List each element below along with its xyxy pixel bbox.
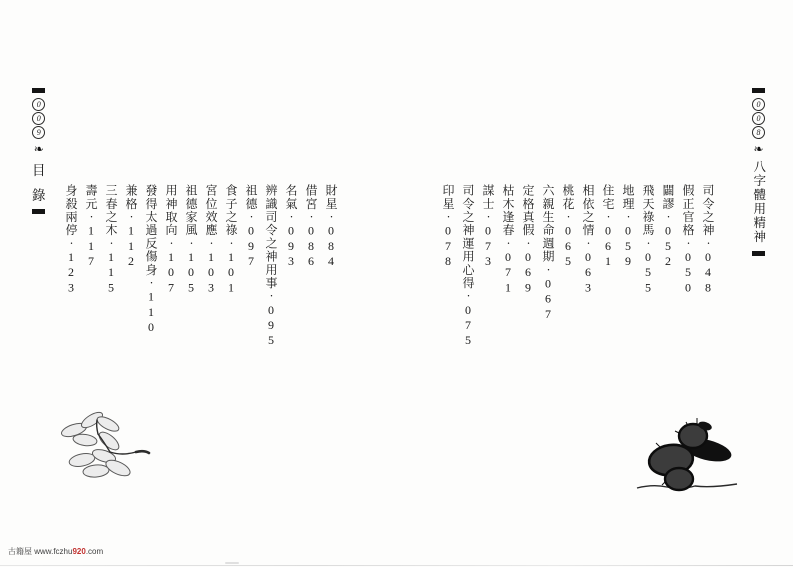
toc-entry bbox=[462, 184, 474, 348]
toc-entry bbox=[702, 184, 714, 296]
toc-entry-label: 祖德‧097 bbox=[244, 184, 258, 270]
toc-entry bbox=[442, 184, 454, 269]
toc-entry-label: 枯木逢春‧071 bbox=[501, 184, 515, 296]
toc-entry-label: 地理‧059 bbox=[621, 184, 635, 270]
scan-smudge bbox=[225, 562, 239, 564]
circled-digit: 0 bbox=[32, 98, 45, 111]
toc-entry-label: 定格真假‧069 bbox=[521, 184, 535, 296]
toc-entry bbox=[325, 184, 337, 269]
toc-entry bbox=[582, 184, 594, 296]
header-bar-icon bbox=[32, 88, 45, 93]
book-title: 八字體用精神 bbox=[751, 160, 766, 244]
toc-entry-label: 桃花‧065 bbox=[561, 184, 575, 270]
toc-entry-label: 壽元‧117 bbox=[84, 184, 98, 270]
toc-entry bbox=[85, 184, 97, 269]
toc-entry-label: 食子之祿‧101 bbox=[224, 184, 238, 296]
toc-entry-label: 兼格‧112 bbox=[124, 184, 138, 270]
cactus-illustration bbox=[633, 416, 741, 510]
toc-entry bbox=[165, 184, 177, 296]
toc-entry-label: 司令之神運用心得‧075 bbox=[461, 184, 475, 349]
watermark-url: www.fczhu bbox=[32, 547, 73, 556]
watermark-url-number: 920 bbox=[72, 547, 86, 556]
toc-entry-label: 發得太過反傷身‧110 bbox=[144, 184, 158, 336]
circled-digit: 0 bbox=[32, 112, 45, 125]
toc-entry bbox=[225, 184, 237, 296]
watermark-site: 古籍屋 bbox=[8, 547, 32, 556]
toc-entry-label: 身殺兩停‧123 bbox=[64, 184, 78, 296]
toc-entry bbox=[602, 184, 614, 269]
toc-entry bbox=[125, 184, 137, 269]
watermark-url-suffix: .com bbox=[85, 547, 104, 556]
contents-title-char: 目 bbox=[32, 163, 46, 178]
toc-entry bbox=[285, 184, 297, 269]
toc-entry bbox=[682, 184, 694, 296]
toc-entry bbox=[145, 184, 157, 335]
fleuron-icon: ❧ bbox=[753, 142, 764, 156]
toc-entry bbox=[662, 184, 674, 269]
toc-entry-label: 飛天祿馬‧055 bbox=[641, 184, 655, 296]
toc-entry-label: 相依之情‧063 bbox=[581, 184, 595, 296]
circled-digit: 9 bbox=[32, 126, 45, 139]
toc-entry bbox=[65, 184, 77, 296]
toc-entry-label: 祖德家風‧105 bbox=[184, 184, 198, 296]
toc-entry-label: 宮位效應‧103 bbox=[204, 184, 218, 296]
right-page-header bbox=[752, 88, 765, 256]
toc-entry-label: 假正官格‧050 bbox=[681, 184, 695, 296]
toc-entry-label: 用神取向‧107 bbox=[164, 184, 178, 296]
toc-entry bbox=[542, 184, 554, 322]
circled-digit: 0 bbox=[752, 98, 765, 111]
toc-right-group bbox=[442, 184, 714, 348]
toc-entry bbox=[185, 184, 197, 296]
toc-entry bbox=[522, 184, 534, 296]
toc-entry-label: 三春之木‧115 bbox=[104, 184, 118, 296]
circled-digit: 8 bbox=[752, 126, 765, 139]
header-bar-icon bbox=[32, 209, 45, 214]
toc-entry bbox=[502, 184, 514, 296]
toc-entry bbox=[482, 184, 494, 269]
header-bar-icon bbox=[752, 251, 765, 256]
toc-entry-label: 名氣‧093 bbox=[284, 184, 298, 270]
circled-digit: 0 bbox=[752, 112, 765, 125]
toc-entry bbox=[642, 184, 654, 296]
toc-entry bbox=[105, 184, 117, 296]
toc-entry-label: 財星‧084 bbox=[324, 184, 338, 270]
page-marker-008 bbox=[752, 97, 765, 139]
toc-entry-label: 司令之神‧048 bbox=[701, 184, 715, 296]
fleuron-icon: ❧ bbox=[33, 142, 44, 156]
toc-entry bbox=[245, 184, 257, 269]
toc-entry bbox=[265, 184, 277, 348]
page-marker-009 bbox=[32, 97, 45, 139]
toc-left-group bbox=[65, 184, 337, 348]
toc-entry-label: 闢謬‧052 bbox=[661, 184, 675, 270]
left-page-header bbox=[32, 88, 46, 214]
toc-entry-label: 印星‧078 bbox=[441, 184, 455, 270]
leaf-branch-illustration bbox=[52, 408, 157, 500]
toc-entry bbox=[562, 184, 574, 269]
toc-entry-label: 六親生命週期‧067 bbox=[541, 184, 555, 322]
toc-entry bbox=[622, 184, 634, 269]
toc-entry bbox=[305, 184, 317, 269]
watermark bbox=[8, 548, 103, 556]
toc-entry-label: 謀士‧073 bbox=[481, 184, 495, 270]
toc-entry-label: 住宅‧061 bbox=[601, 184, 615, 270]
header-bar-icon bbox=[752, 88, 765, 93]
toc-entry-label: 辨識司令之神用事‧095 bbox=[264, 184, 278, 349]
scan-bottom-edge bbox=[0, 565, 793, 566]
toc-entry bbox=[205, 184, 217, 296]
toc-entry-label: 借宮‧086 bbox=[304, 184, 318, 270]
contents-title-char: 錄 bbox=[32, 187, 46, 203]
